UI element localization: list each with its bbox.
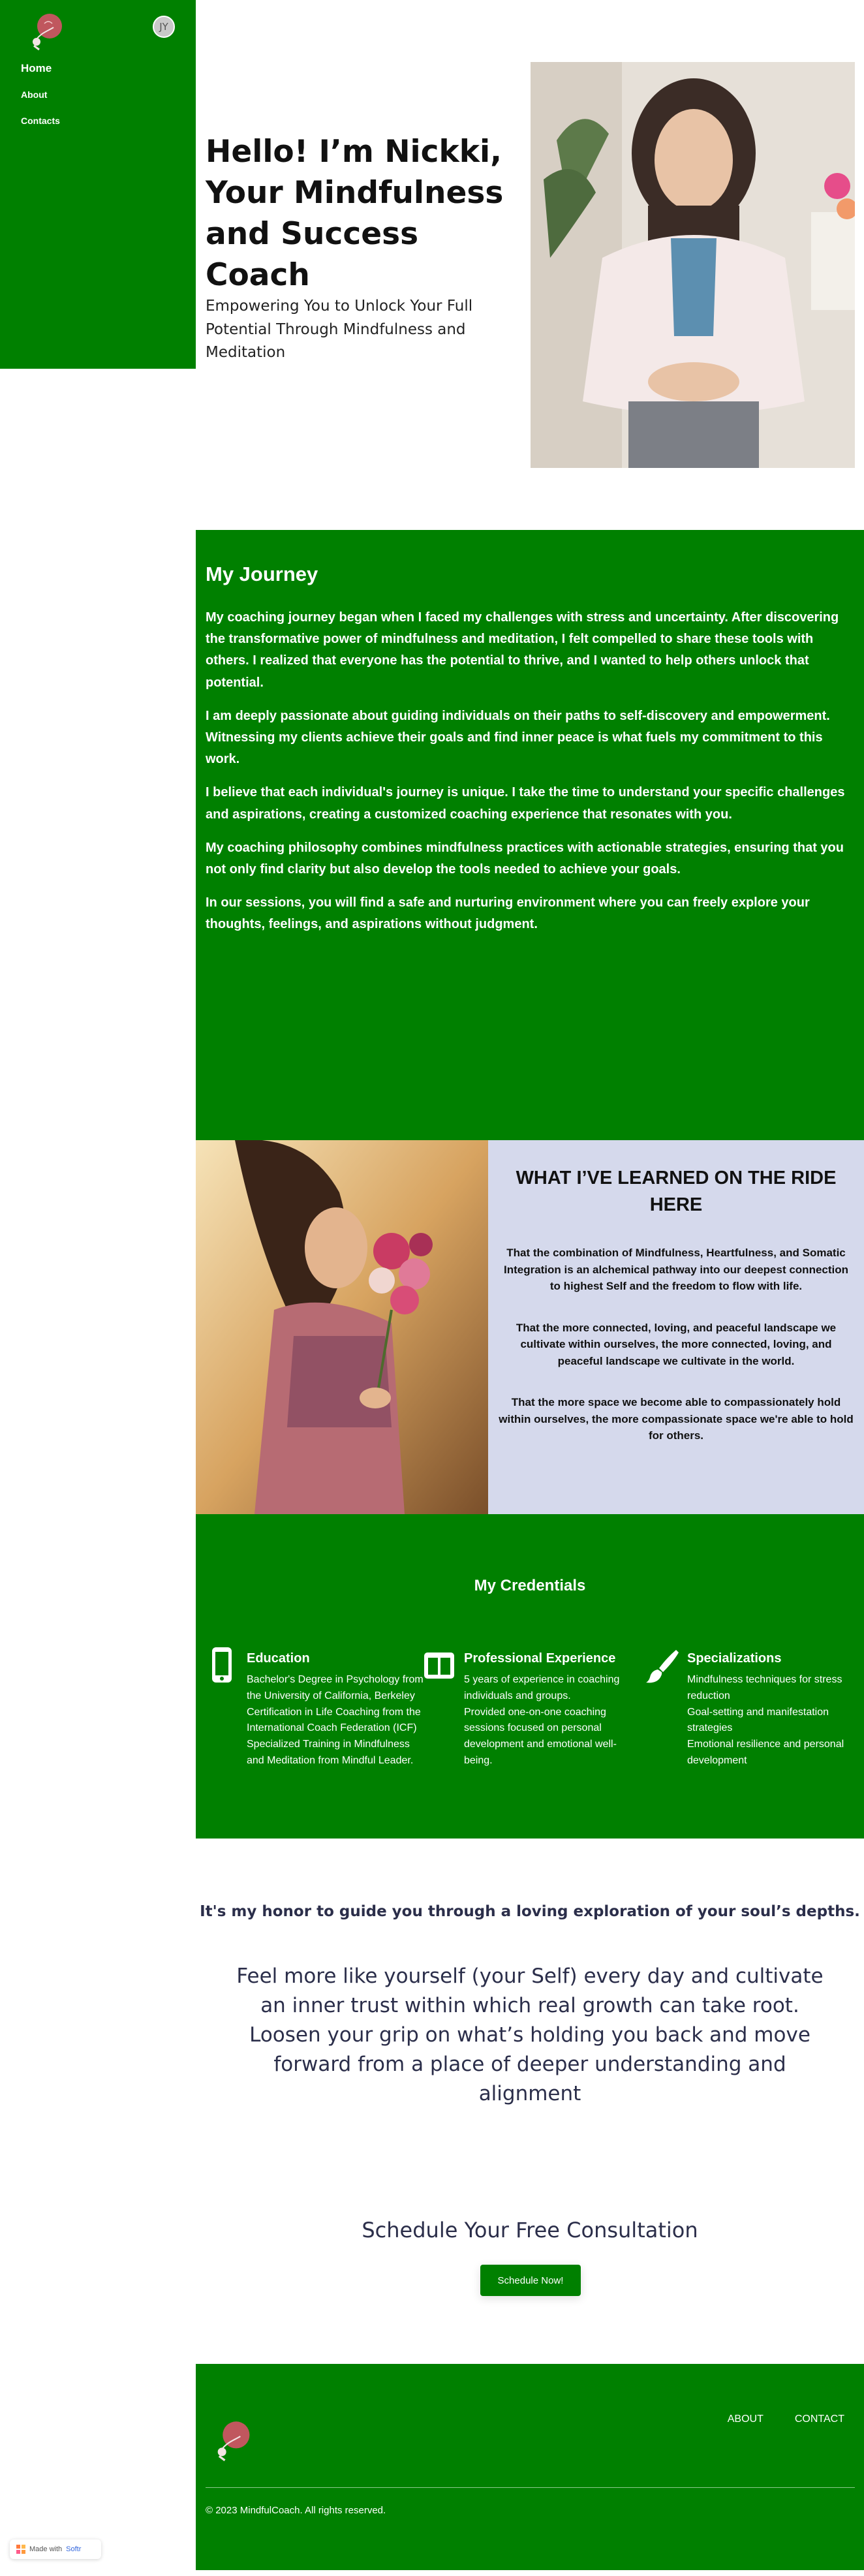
schedule-now-button[interactable]: Schedule Now!: [480, 2265, 581, 2296]
sidebar: [0, 0, 196, 369]
credential-title: Education: [247, 1651, 310, 1666]
journey-paragraph: In our sessions, you will find a safe and nurturing environment where you can freely explore your thoughts, feelings, and aspirations without judgment.: [206, 895, 810, 932]
sidebar-nav: [21, 62, 60, 142]
journey-paragraph: I am deeply passionate about guiding individuals on their paths to self-discovery and empowerment. Witnessing my clients achieve their goals and find inner peace is what fuels my commitment to this work.: [206, 708, 830, 767]
learned-list: [499, 1245, 854, 1469]
nav-contacts-link[interactable]: Contacts: [21, 116, 60, 126]
brush-icon: [646, 1646, 679, 1685]
footer-copyright: © 2023 MindfulCoach. All rights reserved.: [206, 2505, 386, 2516]
journey-paragraph: My coaching philosophy combines mindfulness practices with actionable strategies, ensuring that you not only find clarity but also develop the tools needed to achieve your goals.: [206, 840, 844, 877]
credential-text: 5 years of experience in coaching individuals and groups. Provided one-on-one coaching sessions focused on personal development and emotional well-being.: [464, 1674, 620, 1766]
credential-text: Mindfulness techniques for stress reduction Goal-setting and manifestation strategies Emotional resilience and personal development: [687, 1674, 844, 1766]
phone-icon: [206, 1646, 238, 1685]
credentials-heading: My Credentials: [474, 1577, 586, 1594]
nav-home-link[interactable]: Home: [21, 62, 52, 74]
journey-paragraph: I believe that each individual's journey is unique. I take the time to understand your specific challenges and aspirations, creating a customized coaching experience that resonates with you.: [206, 785, 845, 822]
made-with-badge[interactable]: [10, 2539, 101, 2559]
credentials-section: [196, 1514, 864, 1839]
coach-portrait-image: [531, 62, 855, 468]
journey-section: [196, 530, 864, 1140]
made-with-text: Made with: [29, 2545, 63, 2553]
hero-subtitle: Empowering You to Unlock Your Full Potential Through Mindfulness and Meditation: [206, 298, 473, 362]
learned-item: That the more connected, loving, and peaceful landscape we cultivate within ourselves, the more connected, loving, and peaceful landscape we cultivate in the world.: [516, 1321, 837, 1367]
nav-about-link[interactable]: About: [21, 89, 48, 100]
journey-paragraph: My coaching journey began when I faced my challenges with stress and uncertainty. After discovering the transformative power of mindfulness and meditation, I felt compelled to share these tools with others. I realized that everyone has the potential to thrive, and I wanted to help others unlock that potential.: [206, 610, 839, 690]
softr-logo-icon: [16, 2545, 25, 2554]
made-with-brand: Softr: [66, 2545, 82, 2553]
book-icon: [423, 1646, 455, 1685]
footer-contact-link[interactable]: CONTACT: [794, 2413, 844, 2425]
credential-text: Bachelor's Degree in Psychology from the University of California, Berkeley Certification in Life Coaching from the International Coach Federation (ICF) Specialized Training in Mindfulness and Meditation from Mindful Leader.: [247, 1674, 424, 1766]
user-avatar[interactable]: JY: [153, 16, 175, 38]
learned-section: [488, 1140, 864, 1514]
credential-title: Specializations: [687, 1651, 782, 1666]
learned-heading: WHAT I’VE LEARNED ON THE RIDE HERE: [516, 1168, 837, 1216]
feel-statement: Feel more like yourself (your Self) every day and cultivate an inner trust within which real growth can take root. Loosen your grip on what’s holding you back and move forward from a place of deeper understanding and alignment: [236, 1964, 824, 2105]
credential-title: Professional Experience: [464, 1651, 616, 1666]
journey-paragraphs: [206, 607, 855, 947]
footer-logo-icon[interactable]: [212, 2419, 255, 2462]
footer: [196, 2364, 864, 2570]
footer-about-link[interactable]: ABOUT: [727, 2413, 764, 2425]
honor-statement: It's my honor to guide you through a loving exploration of your soul’s depths.: [200, 1903, 860, 1920]
footer-divider: [206, 2487, 855, 2488]
journey-heading: My Journey: [206, 563, 318, 585]
learned-item: That the combination of Mindfulness, Heartfulness, and Somatic Integration is an alchemical pathway into our deepest connection to highest Self and the freedom to flow with life.: [503, 1247, 849, 1292]
learned-item: That the more space we become able to compassionately hold within ourselves, the more compassionate space we're able to hold for others.: [499, 1396, 854, 1442]
schedule-heading: Schedule Your Free Consultation: [362, 2218, 698, 2242]
footer-nav: [728, 2413, 844, 2425]
hero-title: Hello! I’m Nickki, Your Mindfulness and Success Coach: [206, 134, 504, 293]
logo-icon[interactable]: [27, 12, 67, 51]
woman-with-flowers-image: [196, 1140, 488, 1514]
